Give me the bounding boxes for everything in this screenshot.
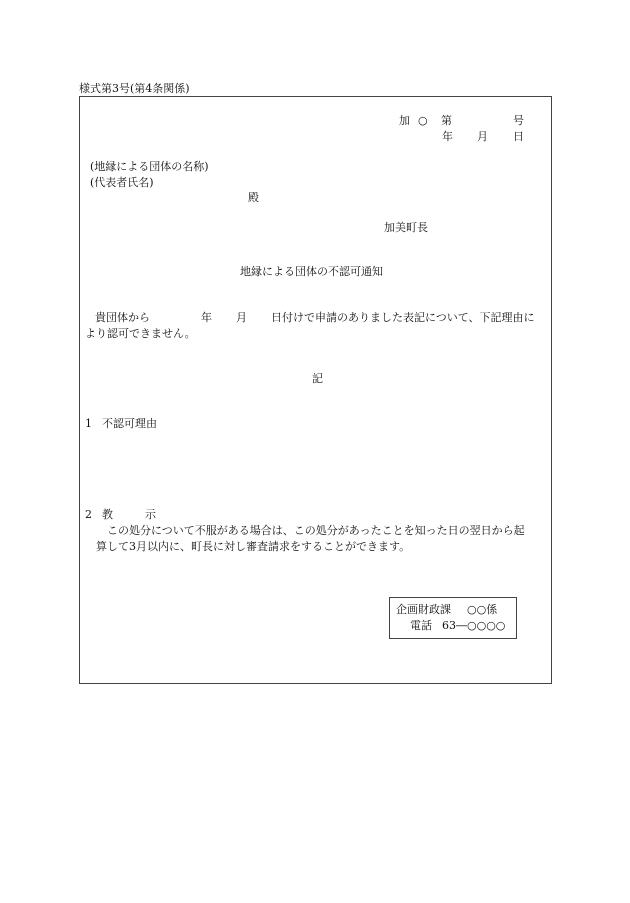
recipient-honorific: 殿	[248, 191, 259, 204]
section2-text2: 算して3月以内に、町長に対し審査請求をすることができます。	[96, 540, 411, 553]
sender-title: 加美町長	[384, 221, 428, 234]
section2-title-b: 示	[145, 508, 156, 521]
body-line1-b: 日付けで申請のありました表記について、下記理由に	[271, 311, 535, 324]
body-line1-a: 貴団体から	[95, 311, 150, 324]
date-day: 日	[513, 130, 524, 143]
section1-number: 1	[85, 417, 92, 430]
contact-dept: 企画財政課	[396, 603, 451, 616]
ki-heading: 記	[312, 372, 323, 385]
doc-go: 号	[513, 114, 524, 127]
section2-number: 2	[85, 508, 92, 521]
section2-title-a: 教	[102, 508, 113, 521]
body-line2: より認可できません。	[85, 327, 196, 340]
recipient-rep-name: (代表者氏名)	[90, 176, 154, 189]
section1-title: 不認可理由	[102, 417, 157, 430]
document-title: 地縁による団体の不認可通知	[240, 265, 383, 278]
date-year: 年	[442, 130, 453, 143]
form-label: 様式第3号(第4条関係)	[79, 82, 190, 95]
contact-phone-label: 電話	[410, 619, 432, 632]
doc-circle: ○	[418, 114, 428, 127]
body-line1-month: 月	[236, 311, 247, 324]
doc-dai: 第	[441, 114, 452, 127]
section2-text1: この処分について不服がある場合は、この処分があったことを知った日の翌日から起	[107, 524, 525, 537]
contact-section: ○○係	[467, 603, 498, 616]
contact-phone: 63―○○○○	[442, 619, 506, 632]
recipient-org-name: (地縁による団体の名称)	[90, 160, 209, 173]
doc-prefix: 加	[399, 114, 410, 127]
body-line1-year: 年	[201, 311, 212, 324]
date-month: 月	[477, 130, 488, 143]
